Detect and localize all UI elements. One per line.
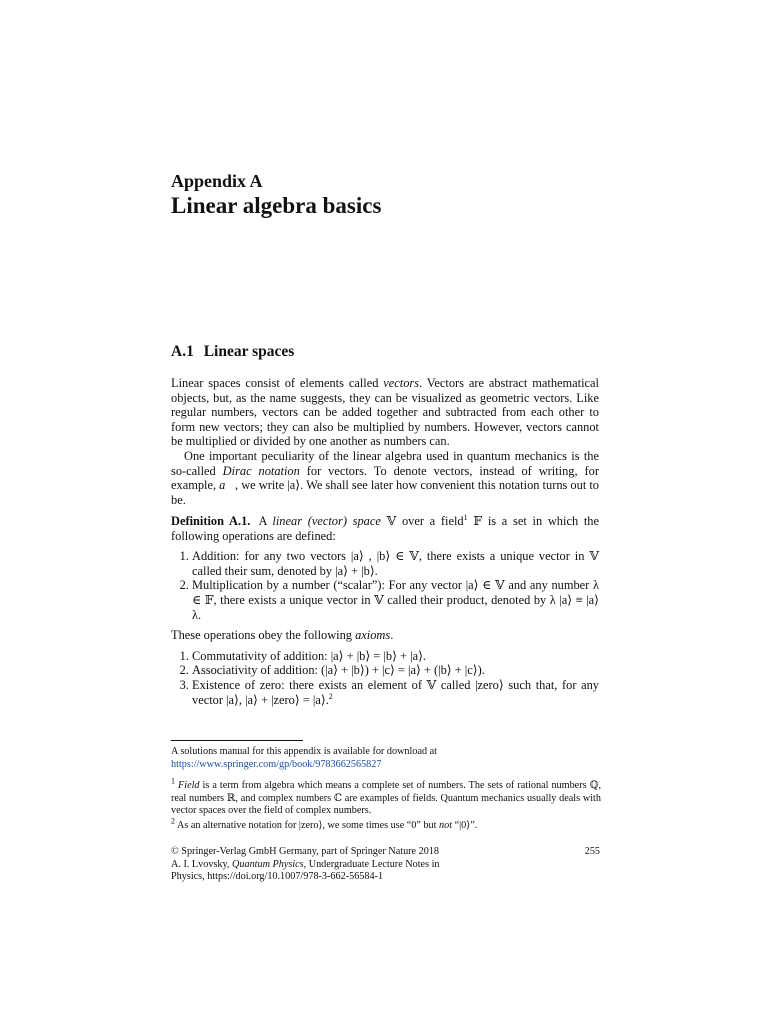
- operation-item-multiplication: 2. Multiplication by a number (“scalar”): For any vector |a⟩ ∈ 𝕍 and any number λ ∈ 𝔽, there exists a unique vector in 𝕍 called their product, denoted by λ |a⟩ ≡ |a⟩ λ.: [192, 578, 599, 622]
- intro-paragraphs: [171, 376, 599, 507]
- section-title: Linear spaces: [203, 343, 295, 360]
- footnote-rule: [171, 740, 303, 741]
- definition-block: [171, 514, 599, 713]
- copyright-block: [171, 846, 471, 884]
- section-heading: [171, 342, 599, 361]
- citation-line: A. I. Lvovsky, Quantum Physics, Undergraduate Lecture Notes in: [171, 858, 440, 870]
- appendix-label: Appendix A: [171, 171, 263, 191]
- axioms-list: [171, 649, 599, 707]
- axiom-item-zero: 3. Existence of zero: there exists an element of 𝕍 called |zero⟩ such that, for any vector |a⟩, |a⟩ + |zero⟩ = |a⟩.$^2$: [192, 678, 599, 707]
- doi-line: Physics, https://doi.org/10.1007/978-3-662-56584-1: [171, 871, 384, 883]
- paragraph-dirac-notation: One important peculiarity of the linear algebra used in quantum mechanics is the so-called Dirac notation for vectors. To denote vectors, instead of writing, for example, a⃗, we write |a⟩. We shall see later how convenient this notation turns out to be.: [171, 448, 600, 507]
- footnote-2: $^2$ As an alternative notation for |zero⟩, we some times use “0” but not “|0⟩”.: [171, 816, 478, 831]
- definition-label: Definition A.1.: [171, 514, 251, 528]
- ket-notation: |a⟩: [287, 478, 301, 493]
- vector-arrow-notation: a⃗: [219, 478, 236, 493]
- copyright-line: © Springer-Verlag GmbH Germany, part of Springer Nature 2018: [171, 846, 439, 857]
- paragraph-vectors: Linear spaces consist of elements called vectors. Vectors are abstract mathematical objects, but, as the name suggests, they can be visualized as geometric vectors. Like regular numbers, vectors can be added together and subtracted from each other to form new vectors; they can also be multiplied by numbers. However, vectors cannot be multiplied or divided by one another as numbers can.: [171, 376, 599, 449]
- footnote-1: $^1$ Field is a term from algebra which means a complete set of numbers. The sets of rational numbers ℚ, real numbers ℝ, and complex numbers ℂ are examples of fields. Quantum mechanics usually deals with vector spaces over the field of complex numbers.: [171, 776, 601, 817]
- axiom-item-associativity: 2. Associativity of addition: (|a⟩ + |b⟩) + |c⟩ = |a⟩ + (|b⟩ + |c⟩).: [192, 663, 599, 678]
- axiom-item-commutativity: 1. Commutativity of addition: |a⟩ + |b⟩ = |b⟩ + |a⟩.: [192, 649, 599, 664]
- axioms-intro: These operations obey the following axioms.: [171, 628, 394, 643]
- section-number: A.1: [171, 343, 194, 360]
- operation-item-addition: 1. Addition: for any two vectors |a⟩ , |b⟩ ∈ 𝕍, there exists a unique vector in 𝕍 called their sum, denoted by |a⟩ + |b⟩.: [192, 549, 599, 578]
- footnote-mark-2: 2: [171, 816, 175, 826]
- solutions-manual-link[interactable]: https://www.springer.com/gp/book/9783662565827: [171, 758, 382, 770]
- footnote-ref-2: 2: [328, 691, 333, 701]
- definition-statement: Definition A.1. A linear (vector) space 𝕍 over a field$^1$ 𝔽 is a set in which the following operations are defined:: [171, 512, 599, 543]
- solutions-note: A solutions manual for this appendix is available for download at https://www.springer.com/gp/book/9783662565827: [171, 746, 601, 771]
- footnote-ref-1: 1: [463, 512, 468, 522]
- chapter-title: Linear algebra basics: [171, 193, 382, 218]
- footnote-mark-1: 1: [171, 776, 175, 786]
- operations-list: [171, 549, 599, 622]
- page-number: 255: [584, 846, 600, 857]
